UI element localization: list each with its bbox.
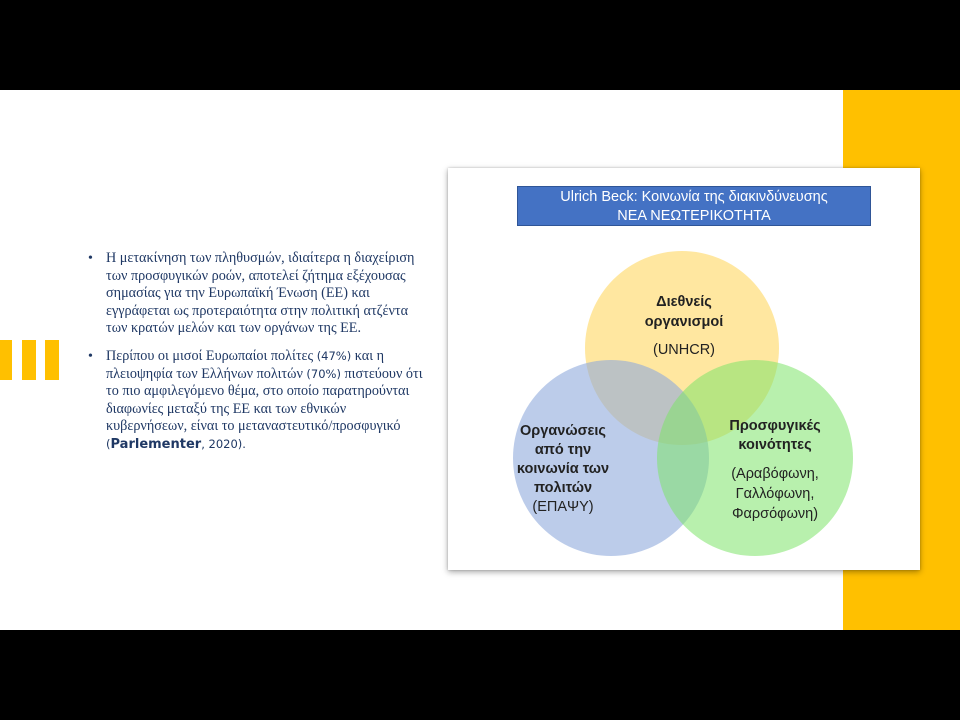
bullet-text: πιστεύουν ότι το πιο αμφιλεγόμενο θέμα, στο οποίο παρατηρούνται διαφωνίες μεταξύ της ΕΕ και των εθνικών κυβερνήσεων, είναι το μεταναστευτικό/προσφυγικό [106, 365, 423, 435]
slide [0, 90, 960, 630]
venn-right-label-1: Προσφυγικές [729, 418, 821, 434]
venn-left-label-5: (ΕΠΑΨΥ) [532, 499, 594, 515]
diagram-subtitle: ΝΕΑ ΝΕΩΤΕΡΙΚΟΤΗΤΑ [617, 208, 771, 224]
venn-top-label-1: Διεθνείς [656, 294, 712, 310]
venn-right-label-4: Γαλλόφωνη, [735, 486, 815, 502]
accent-bar [45, 340, 59, 380]
accent-bar [22, 340, 36, 380]
bullet-item [88, 250, 428, 338]
reference-source: Parlementer [110, 436, 202, 452]
venn-left-label-2: από την [534, 442, 592, 458]
venn-right-label-5: Φαρσόφωνη) [731, 506, 819, 522]
bullet-text: Περίπου οι μισοί Ευρωπαίοι πολίτες [106, 347, 317, 364]
percentage-eu: (47%) [316, 348, 352, 363]
bullet-text: και η πλειοψηφία των Ελλήνων πολιτών [106, 347, 385, 382]
venn-top-label-2: οργανισμοί [644, 314, 724, 330]
venn-right-label-2: κοινότητες [738, 437, 812, 453]
venn-diagram [448, 168, 920, 570]
accent-bar [0, 340, 12, 380]
diagram-title: Ulrich Beck: Κοινωνία της διακινδύνευσης [560, 189, 828, 205]
bullet-item [88, 348, 428, 454]
venn-top-label-3: (UNHCR) [652, 342, 716, 358]
venn-left-label-4: πολιτών [533, 480, 593, 496]
venn-left-label-1: Οργανώσεις [520, 423, 606, 439]
bullet-list [88, 250, 428, 464]
venn-circle-right [657, 360, 853, 556]
reference-paren-open: ( [106, 436, 111, 451]
venn-left-label-3: κοινωνία των [516, 461, 610, 477]
percentage-greece: (70%) [306, 366, 341, 381]
accent-bars-left [0, 340, 60, 380]
diagram-card [448, 168, 920, 570]
reference-year: , 2020). [201, 436, 246, 451]
venn-right-label-3: (Αραβόφωνη, [731, 466, 819, 482]
bullet-text: Η μετακίνηση των πληθυσμών, ιδιαίτερα η διαχείριση των προσφυγικών ροών, αποτελεί ζήτημα εξέχουσας σημασίας για την Ευρωπαϊκή Ένωση (ΕΕ) και εγγράφεται ως προτεραιότητα στην πολιτική ατζέντα των κρατών μελών και των οργάνων της ΕΕ. [106, 250, 415, 337]
